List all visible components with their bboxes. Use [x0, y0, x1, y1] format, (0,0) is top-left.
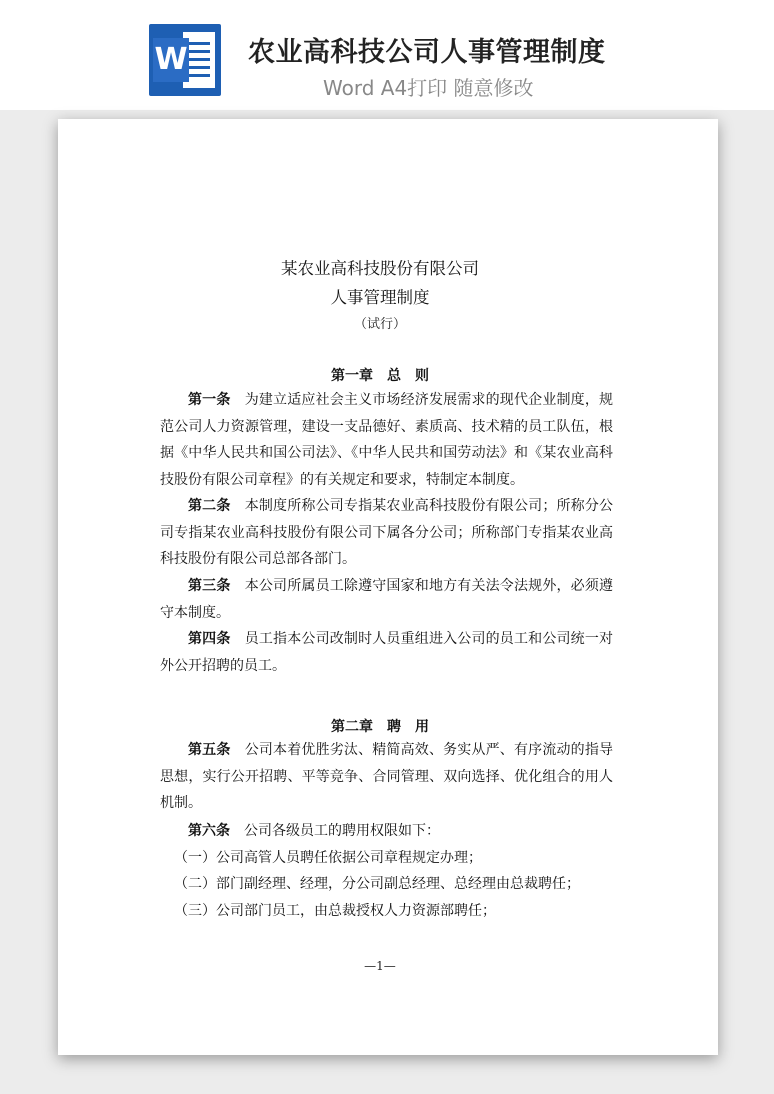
page-number: —1— — [364, 959, 396, 973]
chapter-1-heading: 第一章 总 则 — [331, 368, 429, 384]
article-3-text: 本公司所属员工除遵守国家和地方有关法令法规外，必须遵守本制度。 — [160, 578, 614, 621]
article-4 — [160, 626, 613, 679]
article-6-item-3: （三）公司部门员工，由总裁授权人力资源部聘任； — [174, 903, 496, 919]
article-1 — [160, 387, 613, 493]
article-3-label: 第三条 — [188, 578, 231, 594]
article-3 — [160, 573, 613, 626]
article-5-label: 第五条 — [188, 742, 231, 758]
article-1-label: 第一条 — [188, 392, 231, 408]
word-icon-letter: W — [153, 38, 189, 82]
article-6-text: 公司各级员工的聘用权限如下： — [230, 823, 440, 839]
header-banner — [0, 0, 774, 110]
document-page — [58, 119, 718, 1055]
article-4-label: 第四条 — [188, 631, 231, 647]
article-5-text: 公司本着优胜劣汰、精简高效、务实从严、有序流动的指导思想，实行公开招聘、平等竞争、合同管理、双向选择、优化组合的用人机制。 — [160, 742, 614, 811]
company-name: 某农业高科技股份有限公司 — [281, 259, 479, 278]
chapter-2-heading: 第二章 聘 用 — [331, 719, 429, 735]
article-2-text: 本制度所称公司专指某农业高科技股份有限公司；所称分公司专指某农业高科技股份有限公司下属各分公司；所称部门专指某农业高科技股份有限公司总部各部门。 — [160, 498, 614, 567]
document-title: 人事管理制度 — [330, 288, 430, 307]
article-6-item-2: （二）部门副经理、经理，分公司副总经理、总经理由总裁聘任； — [174, 876, 580, 892]
article-5 — [160, 737, 613, 817]
article-2 — [160, 493, 613, 573]
doc-title: 农业高科技公司人事管理制度 — [248, 37, 606, 68]
article-6-label: 第六条 — [188, 823, 230, 839]
word-icon — [149, 24, 221, 96]
article-1-text: 为建立适应社会主义市场经济发展需求的现代企业制度，规范公司人力资源管理，建设一支品德好、素质高、技术精的员工队伍，根据《中华人民共和国公司法》、《中华人民共和国劳动法》和《某农业高科技股份有限公司章程》的有关规定和要求，特制定本制度。 — [160, 392, 614, 488]
doc-subtitle: Word A4打印 随意修改 — [323, 76, 534, 100]
article-6-item-1: （一）公司高管人员聘任依据公司章程规定办理； — [174, 850, 482, 866]
trial-note: （试行） — [353, 317, 406, 332]
article-4-text: 员工指本公司改制时人员重组进入公司的员工和公司统一对外公开招聘的员工。 — [160, 631, 614, 674]
article-2-label: 第二条 — [188, 498, 231, 514]
article-6 — [160, 818, 613, 845]
